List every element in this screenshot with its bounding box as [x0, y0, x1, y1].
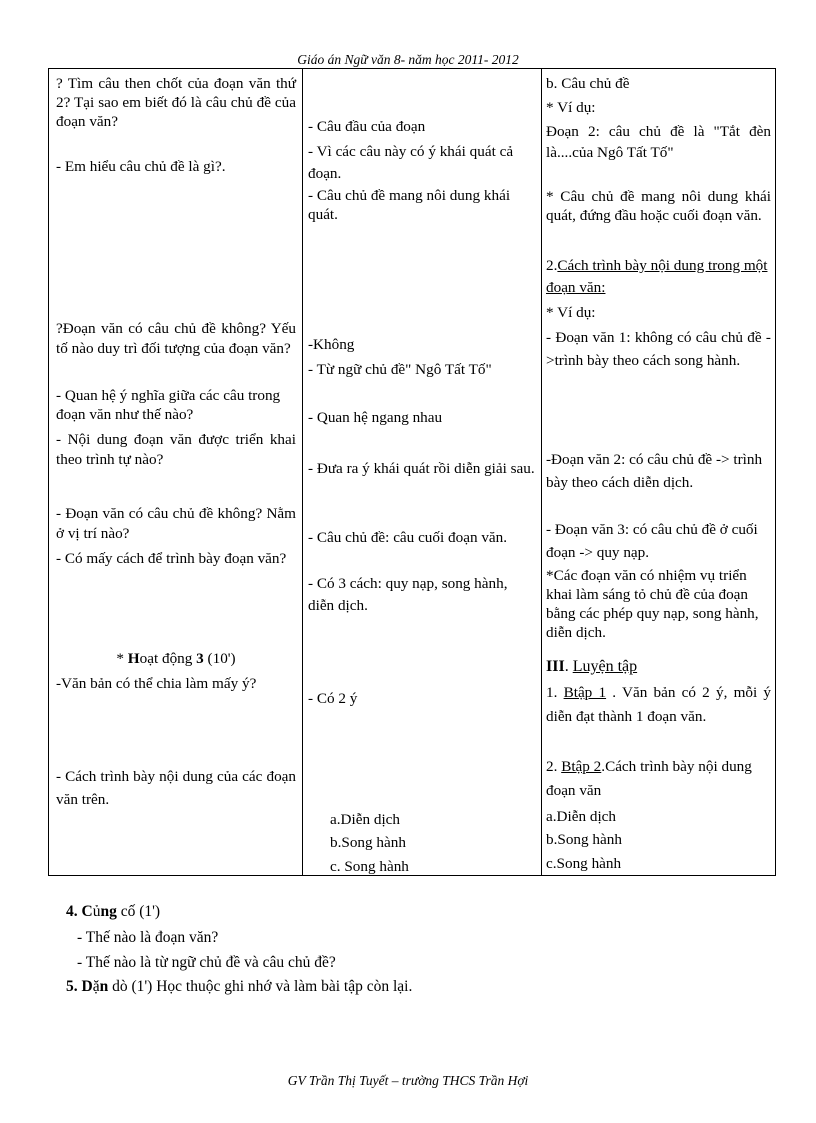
example-paragraph-1-analysis: - Đoạn văn 1: không có câu chủ đề ->trình bày theo cách song hành. [546, 329, 771, 369]
answer-deductive: - Đưa ra ý khái quát rồi diễn giải sau. [308, 460, 535, 477]
answer-no: -Không [308, 336, 355, 353]
topic-sentence-heading: b. Câu chủ đề [546, 75, 630, 92]
question-topic-position: - Đoạn văn có câu chủ đề không? Nằm ở vị trí nào? [56, 505, 296, 542]
exercise-2-b: b.Song hành [546, 831, 622, 848]
exercise-2-a: a.Diễn dịch [546, 808, 617, 825]
example-paragraph-3-analysis: - Đoạn văn 3: có câu chủ đề ở cuối đoạn -> quy nạp. [546, 521, 758, 561]
answer-a: a.Diễn dịch [330, 811, 401, 828]
exercise-1: 1. Btập 1 . Văn bản có 2 ý, mỗi ý diễn đạt thành 1 đoạn văn. [546, 684, 771, 725]
example-paragraph-2-analysis: -Đoạn văn 2: có câu chủ đề -> trình bày theo cách diễn dịch. [546, 451, 763, 491]
answer-topic-words: - Từ ngữ chủ đề" Ngô Tất Tố" [308, 361, 492, 378]
answer-three-ways: - Có 3 cách: quy nạp, song hành, diễn dịch. [308, 575, 508, 614]
lesson-content-column [541, 69, 777, 875]
topic-sentence-definition: * Câu chủ đề mang nôi dung khái quát, đứng đầu hoặc cuối đoạn văn. [546, 188, 771, 224]
answer-equal-relation: - Quan hệ ngang nhau [308, 409, 443, 426]
teacher-activity-column [49, 69, 302, 875]
section-4-heading: 4. Củng cố (1') [66, 903, 161, 920]
answer-c: c. Song hành [330, 858, 409, 875]
example-label-1: * Ví dụ: [546, 99, 596, 116]
presentation-heading: 2.Cách trình bày nội dung trong một đoạn văn: [546, 257, 768, 296]
section-4-question-1: - Thế nào là đoạn văn? [77, 929, 219, 946]
question-has-topic-sentence: ?Đoạn văn có câu chủ đề không? Yếu tố nào duy trì đối tượng của đoạn văn? [56, 320, 296, 357]
question-idea-count: -Văn bản có thể chia làm mấy ý? [56, 675, 257, 692]
answer-last-sentence: - Câu chủ đề: câu cuối đoạn văn. [308, 529, 508, 546]
section-4-question-2: - Thế nào là từ ngữ chủ đề và câu chủ đề? [77, 954, 336, 971]
exercise-2-c: c.Song hành [546, 855, 622, 872]
answer-general-idea: - Vì các câu này có ý khái quát cả đoạn. [308, 143, 514, 182]
answer-general-content: - Câu chủ đề mang nôi dung khái quát. [308, 187, 511, 223]
exercise-2: 2. Btập 2.Cách trình bày nội dung đoạn văn [546, 758, 752, 799]
page-footer: GV Trần Thị Tuyết – trường THCS Trần Hợi [287, 1073, 529, 1088]
question-presentation-ways: - Có mấy cách để trình bày đoạn văn? [56, 550, 287, 567]
question-paragraph-presentation: - Cách trình bày nội dung của các đoạn văn trên. [56, 768, 296, 808]
question-topic-sentence-meaning: - Em hiểu câu chủ đề là gì?. [56, 158, 226, 175]
example-paragraph-2: Đoạn 2: câu chủ đề là "Tắt đèn là....của Ngô Tất Tố" [546, 123, 771, 161]
question-topic-sentence: ? Tìm câu then chốt của đoạn văn thứ 2? Tại sao em biết đó là câu chủ đề của đoạn văn? [56, 75, 296, 130]
question-development-order: - Nội dung đoạn văn được triển khai theo trình tự nào? [56, 431, 296, 468]
practice-heading: III. Luyện tập [546, 658, 638, 675]
example-label-2: * Ví dụ: [546, 304, 596, 321]
question-sentence-relation: - Quan hệ ý nghĩa giữa các câu trong đoạn văn như thế nào? [56, 387, 281, 423]
lesson-table [48, 68, 776, 876]
answer-first-sentence: - Câu đầu của đoạn [308, 118, 426, 135]
paragraph-conclusion: *Các đoạn văn có nhiệm vụ triển khai làm sáng tỏ chủ đề của đoạn bằng các phép quy nạp, song hành, diễn dịch. [546, 567, 759, 641]
answer-b: b.Song hành [330, 834, 406, 851]
page-header: Giáo án Ngữ văn 8- năm học 2011- 2012 [297, 52, 519, 67]
section-5-homework: 5. Dặn dò (1') Học thuộc ghi nhớ và làm bài tập còn lại. [66, 978, 413, 995]
student-activity-column [302, 69, 541, 875]
activity-3-heading: * Hoạt động 3 (10') [116, 650, 236, 667]
answer-two-ideas: - Có 2 ý [308, 690, 358, 707]
